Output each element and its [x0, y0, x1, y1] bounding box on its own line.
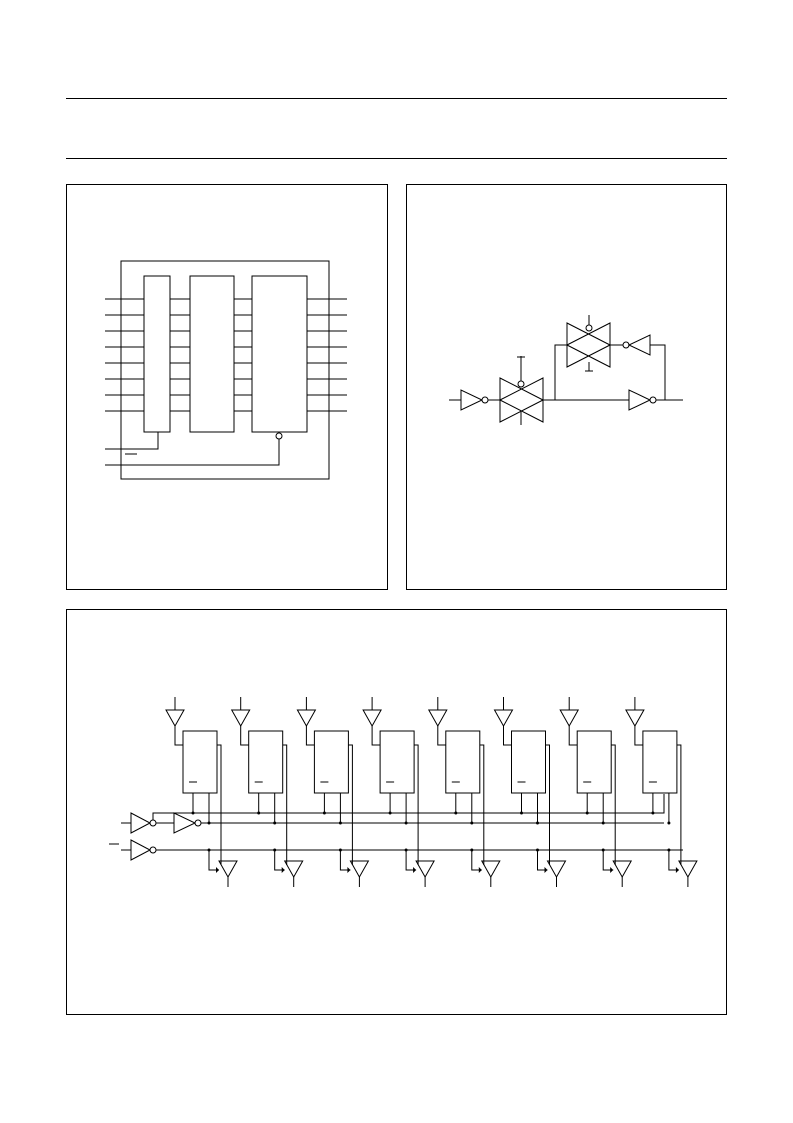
- latch-output-wire: [217, 745, 221, 865]
- output-buffer: [416, 861, 434, 877]
- output-buffer: [482, 861, 500, 877]
- buffer-to-latch-wire: [504, 726, 512, 745]
- output-enable-tap: [340, 850, 350, 870]
- output-enable-tap: [669, 850, 679, 870]
- input-buffer: [297, 710, 315, 726]
- input-buffer: [429, 710, 447, 726]
- latch-enable-line: [105, 432, 158, 449]
- output-enable-tap: [603, 850, 613, 870]
- latch-block: [380, 731, 414, 793]
- arrow-head: [676, 867, 679, 873]
- latch-block: [577, 731, 611, 793]
- output-buffer: [548, 861, 566, 877]
- latch-block: [183, 731, 217, 793]
- latch-enable-inverter-2-bubble: [195, 820, 201, 826]
- header-bottom-rule: [66, 158, 727, 159]
- input-buffer: [495, 710, 513, 726]
- arrow-head: [216, 867, 219, 873]
- input-buffer: [560, 710, 578, 726]
- arrow-head: [545, 867, 548, 873]
- buffer-to-latch-wire: [175, 726, 183, 745]
- latch-output-wire: [611, 745, 615, 865]
- output-lines: [307, 299, 347, 411]
- input-buffer: [232, 710, 250, 726]
- latch-output-wire: [677, 745, 681, 865]
- feedback-inverter: [629, 335, 650, 355]
- output-driver-block: [252, 276, 307, 432]
- latch-array-block: [190, 276, 234, 432]
- functional-diagram: [67, 185, 389, 591]
- output-buffer: [219, 861, 237, 877]
- buffer-to-latch-wire: [635, 726, 643, 745]
- transmission-gate-1: [500, 356, 543, 425]
- latch-output-wire: [414, 745, 418, 865]
- input-buffer-block: [144, 276, 170, 432]
- latch-schematic-panel: [406, 184, 727, 590]
- output-enable-tap: [538, 850, 548, 870]
- output-enable-tap: [209, 850, 219, 870]
- latch-block: [643, 731, 677, 793]
- output-buffer: [679, 861, 697, 877]
- arrow-head: [413, 867, 416, 873]
- latch-block: [512, 731, 546, 793]
- logic-diagram: [67, 610, 728, 1016]
- latch-enable-inverter-2: [174, 813, 195, 833]
- arrow-head: [479, 867, 482, 873]
- feedback-left-wire: [555, 345, 567, 400]
- latch-block: [249, 731, 283, 793]
- output-enable-inverter-bubble: [150, 847, 156, 853]
- functional-outline: [121, 261, 329, 479]
- output-buffer: [613, 861, 631, 877]
- latch-output-wire: [348, 745, 352, 865]
- latch-enable-inverter-1: [131, 813, 150, 833]
- feedback-right-wire: [650, 345, 665, 400]
- output-enable-inverter: [131, 840, 150, 860]
- input-buffer: [363, 710, 381, 726]
- input-inverter-bubble: [482, 397, 488, 403]
- latch-output-wire: [283, 745, 287, 865]
- logic-stages: [166, 697, 697, 887]
- output-enable-line: [105, 439, 279, 465]
- buffer-to-latch-wire: [438, 726, 446, 745]
- output-enable-tap: [406, 850, 416, 870]
- transmission-gate-2: [567, 315, 610, 371]
- input-inverter: [461, 390, 482, 410]
- input-buffer: [626, 710, 644, 726]
- arrow-head: [282, 867, 285, 873]
- arrow-head: [610, 867, 613, 873]
- arrow-head: [347, 867, 350, 873]
- functional-diagram-panel: [66, 184, 388, 590]
- latch-block: [314, 731, 348, 793]
- latch-block: [446, 731, 480, 793]
- input-lines: [105, 299, 144, 411]
- latch-schematic: [407, 185, 728, 591]
- buffer-to-latch-lines: [170, 299, 190, 411]
- output-buffer: [285, 861, 303, 877]
- output-buffer: [350, 861, 368, 877]
- output-enable-tap: [275, 850, 285, 870]
- latch-enable-inverter-1-bubble: [150, 820, 156, 826]
- output-enable-tap: [472, 850, 482, 870]
- junction-dot: [667, 822, 670, 825]
- buffer-to-latch-wire: [241, 726, 249, 745]
- output-enable-bubble: [276, 433, 282, 439]
- logic-diagram-panel: [66, 609, 727, 1015]
- latch-output-wire: [480, 745, 484, 865]
- output-inverter-bubble: [650, 397, 656, 403]
- buffer-to-latch-wire: [372, 726, 380, 745]
- buffer-to-latch-wire: [306, 726, 314, 745]
- buffer-to-latch-wire: [569, 726, 577, 745]
- input-buffer: [166, 710, 184, 726]
- latch-to-driver-lines: [234, 299, 252, 411]
- latch-output-wire: [546, 745, 550, 865]
- header-top-rule: [66, 98, 727, 99]
- output-inverter: [629, 390, 650, 410]
